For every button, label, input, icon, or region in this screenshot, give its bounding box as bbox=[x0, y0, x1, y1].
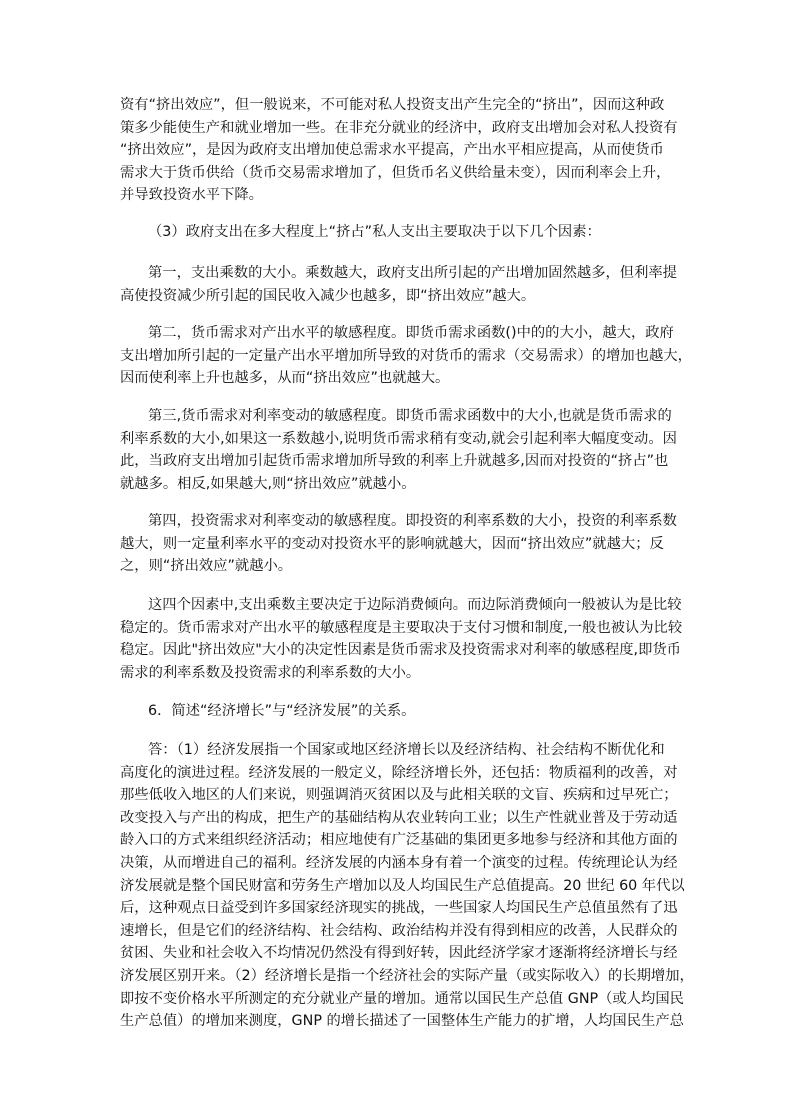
text-line: 之，则“挤出效应”就越小。 bbox=[120, 558, 293, 575]
text-line: 支出增加所引起的一定量产出水平增加所导致的对货币的需求（交易需求）的增加也越大， bbox=[120, 347, 692, 364]
text-line: 利率系数的大小,如果这一系数越小,说明货币需求稍有变动,就会引起利率大幅度变动。因 bbox=[120, 430, 677, 447]
text-line: 需求大于货币供给（货币交易需求增加了，但货币名义供给量未变），因而利率会上升， bbox=[120, 164, 671, 181]
paragraph-factors-heading bbox=[120, 221, 690, 244]
text-line: 第三,货币需求对利率变动的敏感程度。即货币需求函数中的大小,也就是货币需求的 bbox=[148, 408, 672, 424]
paragraph-factor-two bbox=[120, 322, 690, 390]
text-line: 高度化的演进过程。经济发展的一般定义，除经济增长外，还包括：物质福利的改善，对 bbox=[120, 764, 678, 781]
question-6-heading bbox=[120, 700, 690, 723]
text-line: 6．简述“经济增长”与“经济发展”的关系。 bbox=[148, 703, 416, 719]
text-line: 决策，从而增进自己的福利。经济发展的内涵本身有着一个演变的过程。传统理论认为经 bbox=[120, 854, 678, 871]
text-line: 第二，货币需求对产出水平的敏感程度。即货币需求函数()中的的大小，越大，政府 bbox=[148, 325, 674, 341]
text-line: 并导致投资水平下降。 bbox=[120, 187, 263, 204]
text-line: 后，这种观点日益受到许多国家经济现实的挑战，一些国家人均国民生产总值虽然有了迅 bbox=[120, 900, 678, 917]
text-line: 第一，支出乘数的大小。乘数越大，政府支出所引起的产出增加固然越多，但利率提 bbox=[148, 265, 677, 281]
paragraph-factor-three bbox=[120, 405, 690, 495]
text-line: 就越多。相反,如果越大,则“挤出效应”就越小。 bbox=[120, 475, 416, 492]
text-line: 高使投资减少所引起的国民收入减少也越多，即“挤出效应”越大。 bbox=[120, 287, 536, 304]
paragraph-crowding-out-intro bbox=[120, 94, 690, 207]
text-line: （3）政府支出在多大程度上“挤占”私人支出主要取决于以下几个因素： bbox=[148, 224, 601, 240]
text-line: 即按不变价格水平所测定的充分就业产量的增加。通常以国民生产总值 GNP（或人均国民 bbox=[120, 990, 684, 1007]
paragraph-summary bbox=[120, 594, 690, 684]
text-line: 这四个因素中,支出乘数主要决定于边际消费倾向。而边际消费倾向一般被认为是比较 bbox=[148, 597, 682, 613]
text-line: 稳定。因此"挤出效应"大小的决定性因素是货币需求及投资需求对利率的敏感程度,即货币 bbox=[120, 642, 681, 659]
text-line: 那些低收入地区的人们来说，则强调消灭贫困以及与此相关联的文盲、疾病和过早死亡； bbox=[120, 787, 678, 804]
text-line: 答：（1）经济发展指一个国家或地区经济增长以及经济结构、社会结构不断优化和 bbox=[148, 742, 665, 758]
paragraph-answer bbox=[120, 739, 694, 1033]
text-line: 此，当政府支出增加引起货币需求增加所导致的利率上升就越多,因而对投资的“挤占”也 bbox=[120, 453, 669, 470]
paragraph-factor-four bbox=[120, 510, 690, 578]
text-line: 第四，投资需求对利率变动的敏感程度。即投资的利率系数的大小，投资的利率系数 bbox=[148, 513, 677, 529]
text-line: 改变投入与产出的构成，把生产的基础结构从农业转向工业；以生产性就业普及于劳动适 bbox=[120, 809, 678, 826]
text-line: 速增长，但是它们的经济结构、社会结构、政治结构并没有得到相应的改善，人民群众的 bbox=[120, 922, 678, 939]
text-line: 济发展就是整个国民财富和劳务生产增加以及人均国民生产总值提高。20 世纪 60 年代以 bbox=[120, 877, 685, 894]
text-line: 稳定的。货币需求对产出水平的敏感程度是主要取决于支付习惯和制度,一般也被认为比较 bbox=[120, 619, 683, 636]
text-line: 济发展区别开来。（2）经济增长是指一个经济社会的实际产量（或实际收入）的长期增加， bbox=[120, 967, 694, 984]
text-line: 需求的利率系数及投资需求的利率系数的大小。 bbox=[120, 664, 421, 681]
text-line: 贫困、失业和社会收入不均情况仍然没有得到好转，因此经济学家才逐渐将经济增长与经 bbox=[120, 945, 678, 962]
text-line: 因而使利率上升也越多，从而“挤出效应”也就越大。 bbox=[120, 370, 450, 387]
text-line: 龄入口的方式来组织经济活动；相应地使有广泛基础的集团更多地参与经济和其他方面的 bbox=[120, 832, 678, 849]
text-line: 策多少能使生产和就业增加一些。在非充分就业的经济中，政府支出增加会对私人投资有 bbox=[120, 119, 678, 136]
paragraph-factor-one bbox=[120, 262, 690, 307]
text-line: 资有“挤出效应”，但一般说来，不可能对私人投资支出产生完全的“挤出”，因而这种政 bbox=[120, 97, 665, 113]
text-line: “挤出效应”，是因为政府支出增加使总需求水平提高，产出水平相应提高，从而使货币 bbox=[120, 142, 664, 159]
text-line: 生产总值）的增加来测度，GNP 的增长描述了一国整体生产能力的扩增，人均国民生产总 bbox=[120, 1013, 684, 1030]
text-line: 越大，则一定量利率水平的变动对投资水平的影响就越大，因而“挤出效应”就越大；反 bbox=[120, 535, 664, 552]
